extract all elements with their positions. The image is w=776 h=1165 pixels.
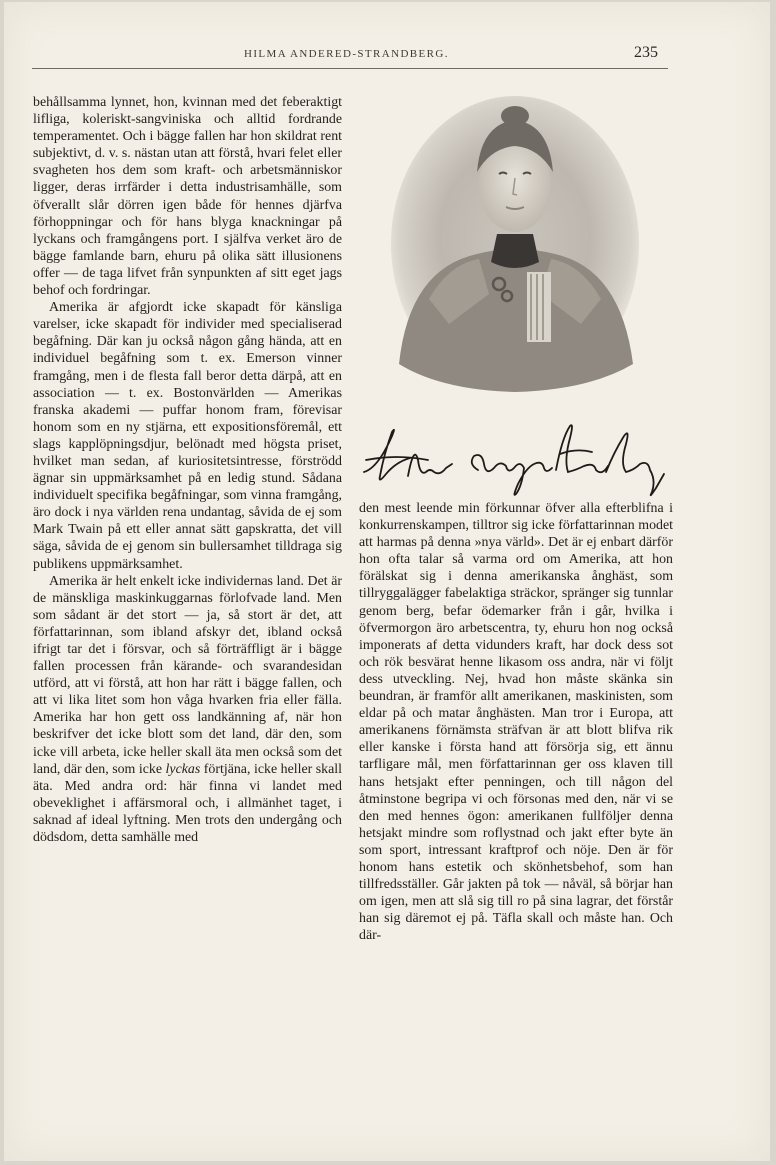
paragraph-3 — [33, 573, 342, 847]
header-rule — [32, 68, 668, 69]
paragraph-2: Amerika är afgjordt icke skapadt för känsliga varelser, icke skapadt för individer med specialiserad begåfning. Där kan ju också någon gång hända, att en individuel begåfning som t. ex. Emerson vinner framgång, men i de flesta fall beror detta därpå, att en association — t. ex. Bostonvärlden — Amerikas franska akademi — puffar honom fram, förevisar honom som en ny stjärna, ett expositionsföremål, ett slags kapplöpningsdjur, belönadt med högsta priset, hvilket man sedan, af kuriositetsintresse, förströdd ägnar sin uppmärksamhet på en ledig stund. Sådana individuelt specifika begåfningar, som vinna framgång, äro dock i nya världen rena undantag, såvida de ej som Mark Twain på ett eller annat sätt gapskratta, det vill säga, såvida de ej genom sin bullersamhet tilldraga sig publikens uppmärksamhet. — [33, 300, 342, 572]
running-head: HILMA ANDERED-STRANDBERG. — [244, 48, 449, 60]
author-signature — [356, 414, 676, 500]
paragraph-3-text-b: förtjäna, icke heller skall äta. Med andra ord: här finna vi landet med obeveklighet i affärsmoral och, i allmänhet taget, i saknad af ideal lyftning. Men trots den undergång och dödsdom, detta samhälle med — [33, 761, 342, 846]
page-number: 235 — [634, 44, 658, 61]
paragraph-3-text-a: Amerika är helt enkelt icke individernas land. Det är de mänskliga maskinkuggarnas förlofvade land. Men som sådant är det stort — ja, så stort är det, att författarinnan, som ibland afskyr det, ibland också ifrigt tar det i försvar, och så förträffligt är i bägge fallen processen från kärande- och svarandesidan utförd, att vi förstå, att hon har rätt i bägge fallen, och att vi lika litet som hon våga hvarken fria eller fälla. Amerika har hon gett oss landkänning af, när hon beskrifver det icke blott som det land, där den, som icke vill arbeta, icke heller skall äta men också som det land, där den, som icke — [33, 573, 342, 777]
right-paragraph: den mest leende min förkunnar öfver alla efterblifna i konkurrenskampen, tilltror sig icke författarinnan modet att harmas på denna »nya värld». Det är ej enbart därför hon ofta talar så varma ord om Amerika, att hon förälskat sig i denna amerikanska ånghäst, som tillryggalägger fabelaktiga sträckor, spränger sig tunnlar genom berg, befar ödemarker från i går, hvilka i öfvermorgon äro arbetscentra, ty, ehuru hon nog också imponerats af detta vidunders kraft, har dock dess sot och rök besvärat henne likasom oss andra, när vi följt dess utveckling. Nej, hvad hon måste skänka sin beundran, är framför allt amerikanen, maskinisten, som eldar på och matar ånghästen. Man tror i Europa, att amerikanens förnämsta sträfvan är att blott blifva rik eller kanske i första hand att försörja sig, ett ännu tarfligare mål, men författarinnan ger oss klaven till hans hetsjakt efter penningen, och till någon del åtminstone begripa vi och försonas med den, när vi se den med hennes ögon: amerikanen fullföljer denna hetsjakt mindre som roflystnad och jakt efter byte än som sport, intressant kraftprof och nöje. Den är för honom hans estetik och skönhetsbehof, som han tillfredsställer. Går jakten på tok — nåväl, så börjar han om igen, men att slå sig till ro på sina lagrar, det förstår han sig däremot ej på. Täfla skall och måste han. Och där- — [359, 501, 673, 944]
paragraph-1: behållsamma lynnet, hon, kvinnan med det feberaktigt lifliga, koleriskt-sangviniska och alltid fordrande temperamentet. Och i bägge fallen har hon skildrat rent subjektivt, d. v. s. nästan utan att förstå, hvari felet eller svagheten hos dem som kraft- och arbetsmänniskor ligger, deras irrfärder i detta industrisamhälle, som öfverallt slår dörren igen både för hennes djärfva förhoppningar och för hans blyga knackningar på lyckans och framgångens port. I själfva verket äro de bägge famlande barn, ehuru på olika sätt illusionens offer — de taga lifvet från synpunkten af sitt eget jags behof och fordringar. — [33, 95, 342, 299]
author-portrait — [389, 94, 641, 392]
left-column — [33, 94, 342, 846]
right-column — [359, 500, 673, 944]
portrait-photo — [389, 94, 641, 392]
italic-word: lyckas — [165, 761, 201, 777]
book-page — [4, 2, 770, 1161]
